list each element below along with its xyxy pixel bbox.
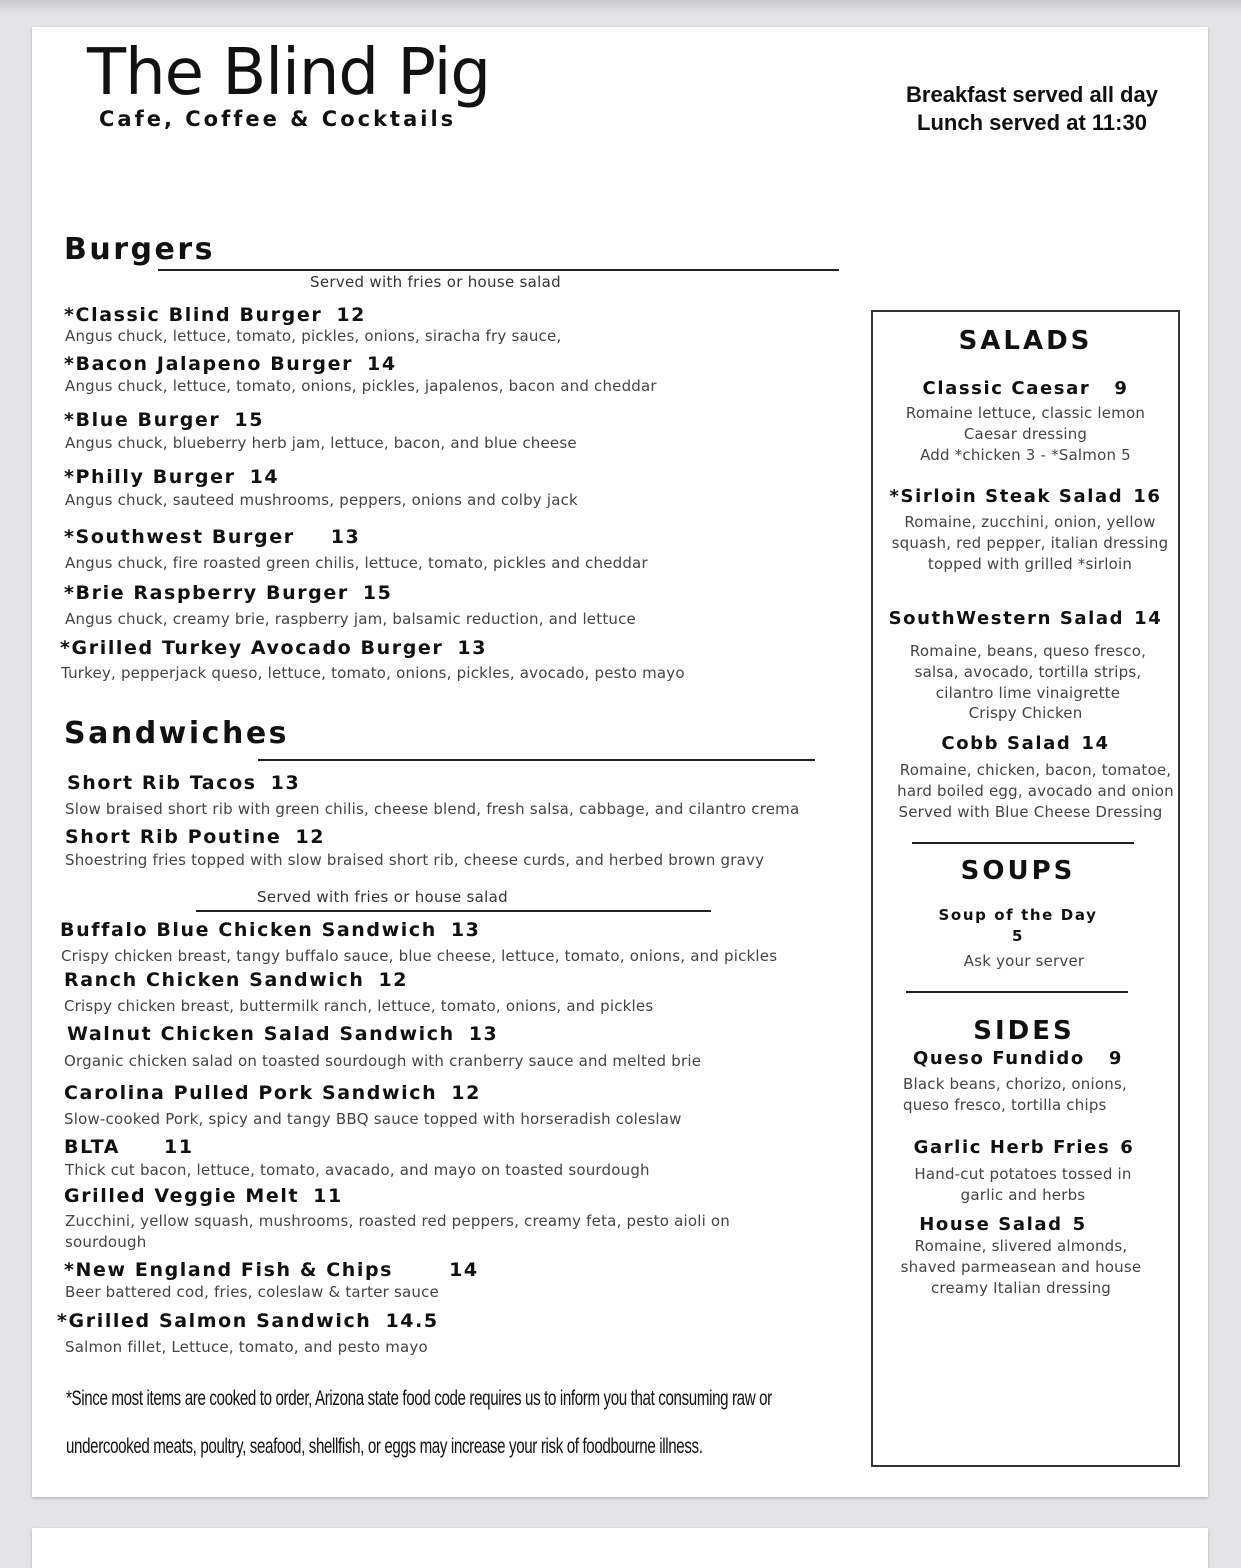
menu-item-name: Buffalo Blue Chicken Sandwich 13: [60, 919, 481, 941]
menu-item-desc: Angus chuck, lettuce, tomato, pickles, onions, siracha fry sauce,: [65, 327, 562, 345]
sides-heading: SIDES: [973, 1016, 1075, 1046]
menu-item-desc: Shoestring fries topped with slow braised short rib, cheese curds, and herbed brown gravy: [65, 851, 765, 869]
viewer-top-shadow: [0, 0, 1241, 14]
burgers-rule: [158, 269, 839, 271]
burgers-served-note: Served with fries or house salad: [310, 273, 561, 291]
next-menu-page: [32, 1528, 1208, 1568]
menu-item-name: Grilled Veggie Melt 11: [64, 1185, 343, 1207]
side-menu-box: [871, 310, 1180, 1467]
soups-heading: SOUPS: [960, 856, 1076, 886]
soup-item-price: 5: [1011, 927, 1025, 945]
menu-item-desc: Beer battered cod, fries, coleslaw & tarter sauce: [65, 1283, 439, 1301]
menu-item-desc: Slow-cooked Pork, spicy and tangy BBQ sauce topped with horseradish coleslaw: [64, 1110, 682, 1128]
menu-item-desc: Slow braised short rib with green chilis, cheese blend, fresh salsa, cabbage, and cilantro crema: [65, 800, 800, 818]
salad-item-name: SouthWestern Salad 14: [888, 608, 1163, 629]
menu-item-name: *Brie Raspberry Burger 15: [64, 582, 393, 604]
sandwiches-served-note: Served with fries or house salad: [257, 888, 508, 906]
side-item-name: House Salad 5: [919, 1214, 1087, 1235]
menu-item-desc: Angus chuck, blueberry herb jam, lettuce, bacon, and blue cheese: [65, 434, 577, 452]
side-item-desc: Hand-cut potatoes tossed in garlic and herbs: [914, 1165, 1132, 1204]
menu-item-desc: Angus chuck, creamy brie, raspberry jam, balsamic reduction, and lettuce: [65, 610, 636, 628]
burgers-heading: Burgers: [64, 232, 215, 267]
menu-item-desc: Zucchini, yellow squash, mushrooms, roasted red peppers, creamy feta, pesto aioli on sourdough: [65, 1212, 731, 1251]
salad-item-desc: Romaine, beans, queso fresco, salsa, avocado, tortilla strips, cilantro lime vinaigrette: [909, 642, 1147, 702]
salad-item-extra: Add *chicken 3 - *Salmon 5: [920, 446, 1131, 464]
hours-breakfast: Breakfast served all day: [906, 82, 1158, 107]
service-hours: [862, 81, 1202, 137]
menu-item-name: Carolina Pulled Pork Sandwich 12: [64, 1082, 481, 1104]
menu-item-name: *Bacon Jalapeno Burger 14: [64, 353, 397, 375]
hours-lunch: Lunch served at 11:30: [917, 110, 1147, 135]
salad-item-name: Cobb Salad 14: [941, 733, 1110, 754]
menu-item-name: BLTA 11: [64, 1136, 194, 1158]
menu-item-name: *Blue Burger 15: [64, 409, 265, 431]
menu-item-desc: Organic chicken salad on toasted sourdough with cranberry sauce and melted brie: [64, 1052, 702, 1070]
sandwiches-rule: [258, 759, 815, 761]
salad-item-extra: Crispy Chicken: [968, 704, 1083, 722]
soup-item-name: Soup of the Day: [938, 906, 1098, 924]
menu-item-desc: Turkey, pepperjack queso, lettuce, tomato, onions, pickles, avocado, pesto mayo: [61, 664, 685, 682]
menu-item-name: *Philly Burger 14: [64, 466, 280, 488]
salad-item-desc: Romaine, chicken, bacon, tomatoe, hard boiled egg, avocado and onion: [897, 761, 1174, 800]
menu-item-name: Short Rib Tacos 13: [67, 772, 301, 794]
menu-item-desc: Angus chuck, fire roasted green chilis, lettuce, tomato, pickles and cheddar: [65, 554, 648, 572]
menu-item-name: Short Rib Poutine 12: [65, 826, 326, 848]
salads-heading: SALADS: [958, 326, 1093, 356]
side-item-name: Queso Fundido 9: [913, 1048, 1123, 1069]
restaurant-subtitle: Cafe, Coffee & Cocktails: [99, 107, 457, 131]
menu-page: [32, 27, 1208, 1497]
restaurant-title: The Blind Pig: [87, 36, 490, 110]
soup-item-desc: Ask your server: [963, 952, 1085, 970]
menu-item-desc: Angus chuck, sauteed mushrooms, peppers, onions and colby jack: [65, 491, 578, 509]
menu-item-name: Walnut Chicken Salad Sandwich 13: [67, 1023, 499, 1045]
sandwiches-heading: Sandwiches: [64, 716, 290, 751]
salad-item-name: *Sirloin Steak Salad 16: [889, 486, 1162, 507]
menu-item-name: *New England Fish & Chips 14: [64, 1259, 479, 1281]
menu-item-desc: Salmon fillet, Lettuce, tomato, and pesto mayo: [65, 1338, 428, 1356]
menu-item-desc: Crispy chicken breast, buttermilk ranch, lettuce, tomato, onions, and pickles: [64, 997, 654, 1015]
sandwiches-served-rule: [196, 910, 711, 912]
menu-item-name: *Classic Blind Burger 12: [64, 304, 366, 326]
soups-sides-divider: [906, 991, 1128, 993]
salads-soups-divider: [912, 842, 1134, 844]
salad-item-desc: Romaine, zucchini, onion, yellow squash, red pepper, italian dressing topped with grilled *sirloin: [891, 513, 1169, 573]
menu-item-name: *Grilled Salmon Sandwich 14.5: [57, 1310, 439, 1332]
salad-item-desc: Romaine lettuce, classic lemon Caesar dressing: [905, 404, 1146, 443]
side-item-desc: Romaine, slivered almonds, shaved parmeasean and house creamy Italian dressing: [900, 1237, 1142, 1297]
salad-item-name: Classic Caesar 9: [922, 378, 1129, 399]
menu-item-desc: Thick cut bacon, lettuce, tomato, avacado, and mayo on toasted sourdough: [65, 1161, 650, 1179]
menu-item-name: *Southwest Burger 13: [64, 526, 361, 548]
menu-item-name: Ranch Chicken Sandwich 12: [64, 969, 409, 991]
menu-item-desc: Angus chuck, lettuce, tomato, onions, pickles, japalenos, bacon and cheddar: [65, 377, 657, 395]
menu-item-name: *Grilled Turkey Avocado Burger 13: [60, 637, 488, 659]
food-safety-disclaimer: *Since most items are cooked to order, Arizona state food code requires us to inform you that consuming raw or undercooked meats, poultry, seafood, shellfish, or eggs may increase your risk of foodbourne illness.: [66, 1387, 772, 1458]
salad-item-extra: Served with Blue Cheese Dressing: [898, 803, 1163, 821]
menu-item-desc: Crispy chicken breast, tangy buffalo sauce, blue cheese, lettuce, tomato, onions, and pickles: [61, 947, 778, 965]
side-item-name: Garlic Herb Fries 6: [913, 1137, 1135, 1158]
side-item-desc: Black beans, chorizo, onions, queso fresco, tortilla chips: [903, 1075, 1127, 1114]
